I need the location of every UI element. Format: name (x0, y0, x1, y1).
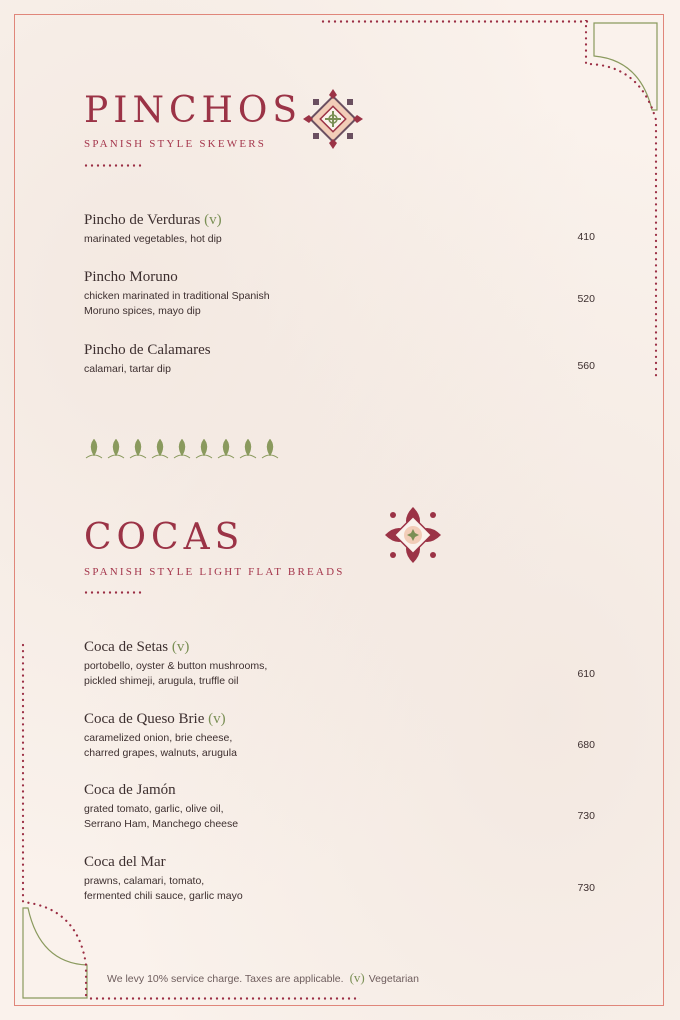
menu-item (84, 781, 604, 832)
section-divider-dots (83, 164, 143, 167)
top-dotted-line (320, 20, 590, 23)
item-description: portobello, oyster & button mushrooms, pickled shimeji, arugula, truffle oil (84, 660, 268, 687)
item-name: Coca de Setas (v) (84, 639, 190, 655)
veg-legend-label: Vegetarian (368, 973, 419, 985)
item-description: prawns, calamari, tomato, fermented chili sauce, garlic mayo (84, 875, 243, 902)
section-divider-dots (83, 591, 143, 594)
menu-item (84, 341, 604, 377)
item-price: 560 (577, 360, 595, 372)
veg-legend-marker: (v) (349, 970, 365, 985)
section-subtitle-pinchos: SPANISH STYLE SKEWERS (84, 138, 267, 150)
item-price: 520 (577, 293, 595, 305)
menu-item (84, 853, 604, 904)
leaf-border-icon (82, 436, 282, 462)
menu-item (84, 211, 604, 247)
item-name: Coca del Mar (84, 854, 166, 870)
service-charge-text: We levy 10% service charge. Taxes are applicable. (107, 973, 344, 985)
item-price: 680 (577, 739, 595, 751)
veg-marker: (v) (171, 639, 190, 655)
floral-medallion-icon (380, 502, 446, 568)
item-name: Coca de Queso Brie (v) (84, 711, 226, 727)
item-price: 610 (577, 668, 595, 680)
menu-item (84, 638, 604, 689)
item-price: 730 (577, 882, 595, 894)
item-description: grated tomato, garlic, olive oil, Serrano Ham, Manchego cheese (84, 803, 239, 830)
item-description: caramelized onion, brie cheese, charred grapes, walnuts, arugula (84, 732, 237, 759)
item-name: Coca de Jamón (84, 782, 176, 798)
item-description: calamari, tartar dip (84, 363, 171, 375)
item-description: chicken marinated in traditional Spanish Moruno spices, mayo dip (84, 290, 270, 317)
menu-item (84, 710, 604, 761)
section-subtitle-cocas: SPANISH STYLE LIGHT FLAT BREADS (84, 566, 345, 578)
section-title-cocas: COCAS (84, 517, 245, 558)
item-price: 730 (577, 810, 595, 822)
veg-marker: (v) (204, 212, 222, 228)
bottom-dotted-line (88, 997, 360, 1000)
menu-item (84, 268, 604, 319)
item-price: 410 (577, 231, 595, 243)
item-name: Pincho Moruno (84, 269, 178, 285)
item-name: Pincho de Verduras (v) (84, 212, 222, 228)
item-name: Pincho de Calamares (84, 342, 211, 358)
footer-note (107, 970, 419, 986)
tile-ornament-icon (302, 88, 364, 150)
top-right-dotted-curve (580, 20, 665, 385)
veg-marker: (v) (208, 711, 226, 727)
section-title-pinchos: PINCHOS (84, 90, 303, 131)
item-description: marinated vegetables, hot dip (84, 233, 222, 245)
